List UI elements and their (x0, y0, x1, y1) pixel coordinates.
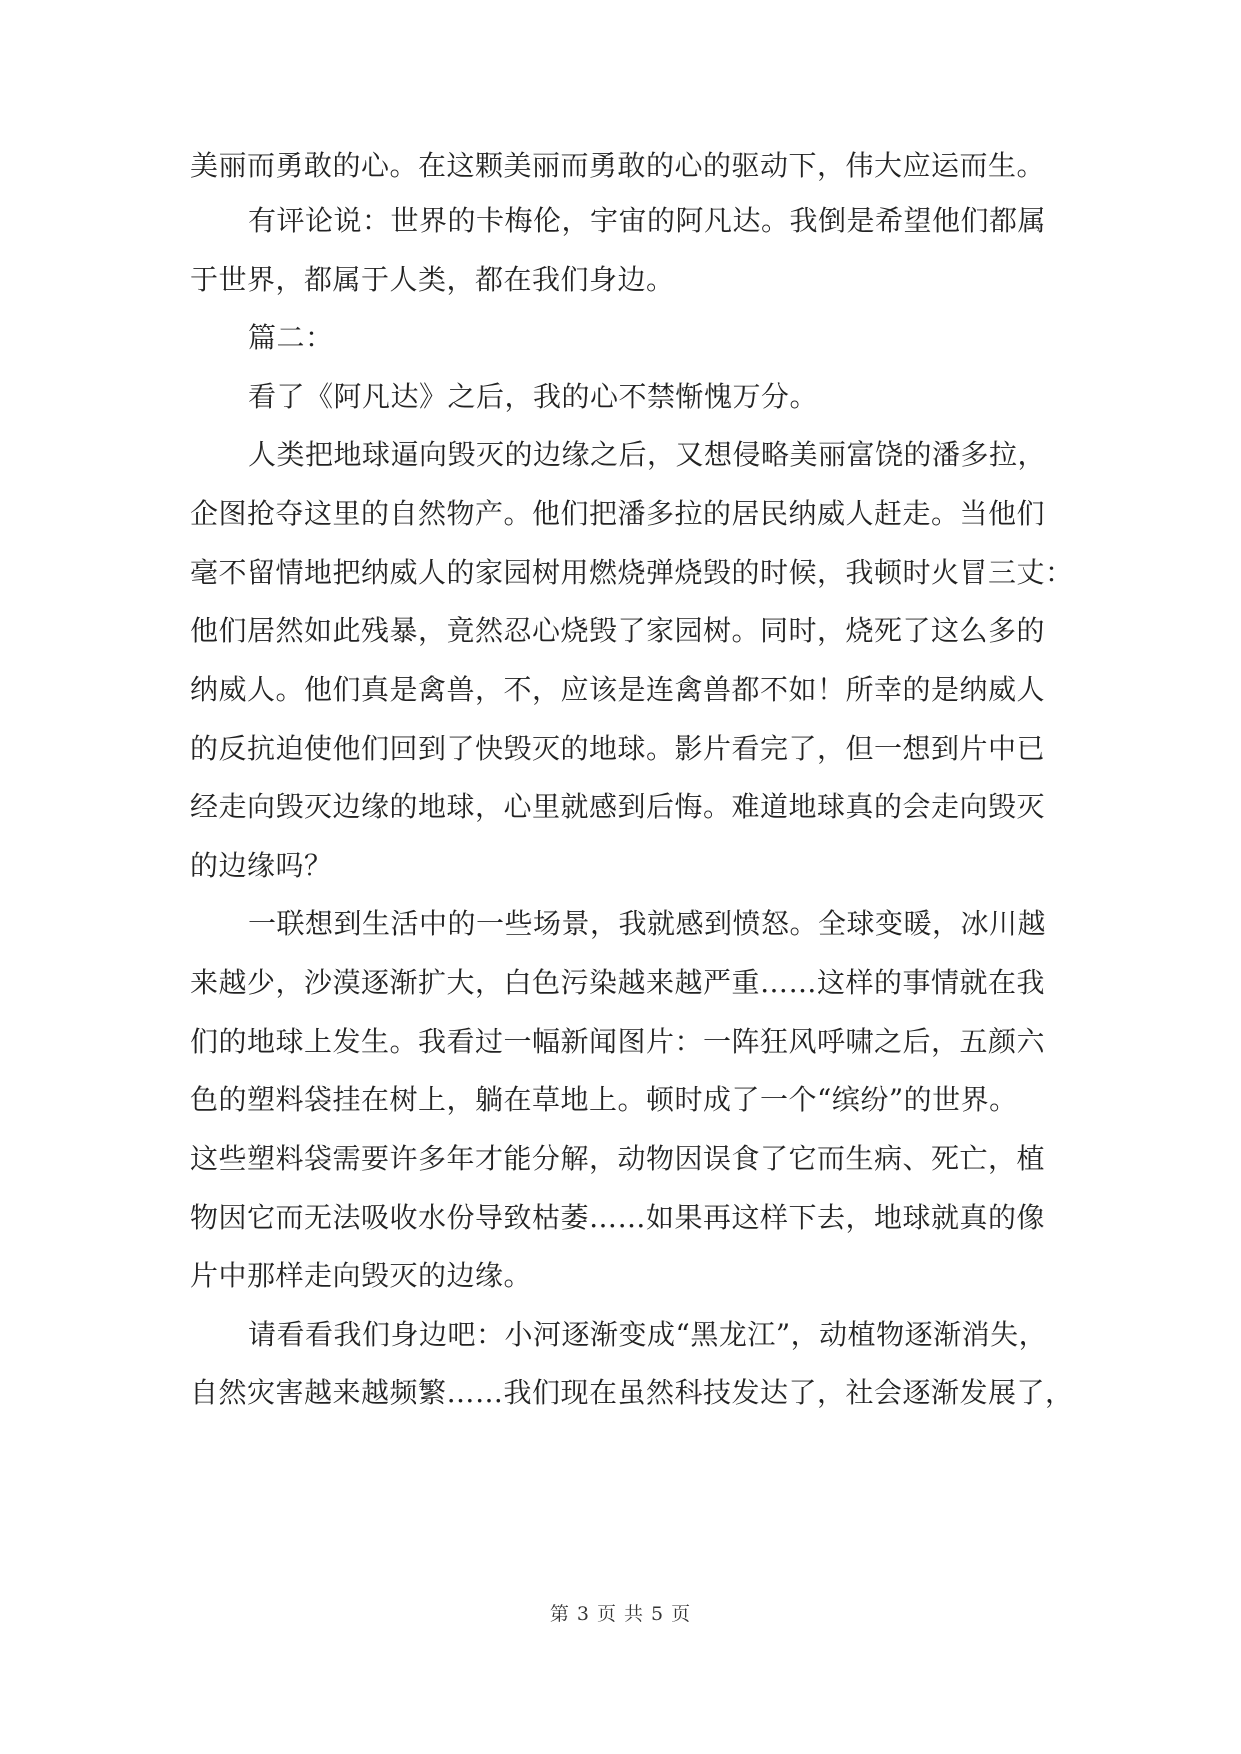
paragraph-first-line: 有评论说：世界的卡梅伦，宇宙的阿凡达。我倒是希望他们都属 (248, 204, 1047, 237)
text-line: 色的塑料袋挂在树上，躺在草地上。顿时成了一个“缤纷”的世界。 (190, 1083, 1018, 1116)
text-line: 来越少，沙漠逐渐扩大，白色污染越来越严重……这样的事情就在我 (190, 966, 1046, 999)
text-line: 企图抢夺这里的自然物产。他们把潘多拉的居民纳威人赶走。当他们 (190, 497, 1046, 530)
text-line: 毫不留情地把纳威人的家园树用燃烧弹烧毁的时候，我顿时火冒三丈： (190, 556, 1074, 589)
section-heading: 篇二： (248, 321, 334, 354)
text-line: 经走向毁灭边缘的地球，心里就感到后悔。难道地球真的会走向毁灭 (190, 790, 1046, 823)
text-line: 纳威人。他们真是禽兽，不，应该是连禽兽都不如！所幸的是纳威人 (190, 673, 1046, 706)
paragraph-first-line: 一联想到生活中的一些场景，我就感到愤怒。全球变暖，冰川越 (248, 907, 1047, 940)
text-line: 这些塑料袋需要许多年才能分解，动物因误食了它而生病、死亡，植 (190, 1142, 1046, 1175)
text-line: 于世界，都属于人类，都在我们身边。 (190, 263, 675, 296)
text-line: 们的地球上发生。我看过一幅新闻图片：一阵狂风呼啸之后，五颜六 (190, 1025, 1046, 1058)
text-line: 自然灾害越来越频繁……我们现在虽然科技发达了，社会逐渐发展了， (190, 1376, 1074, 1409)
paragraph-first-line: 看了《阿凡达》之后，我的心不禁惭愧万分。 (248, 380, 819, 413)
paragraph-first-line: 人类把地球逼向毁灭的边缘之后，又想侵略美丽富饶的潘多拉， (248, 438, 1047, 471)
text-line: 他们居然如此残暴，竟然忍心烧毁了家园树。同时，烧死了这么多的 (190, 614, 1046, 647)
text-line: 的反抗迫使他们回到了快毁灭的地球。影片看完了，但一想到片中已 (190, 732, 1046, 765)
paragraph-first-line: 请看看我们身边吧：小河逐渐变成“黑龙江”，动植物逐渐消失， (248, 1318, 1048, 1351)
page-number-footer: 第 3 页 共 5 页 (549, 1603, 692, 1625)
text-line: 物因它而无法吸收水份导致枯萎……如果再这样下去，地球就真的像 (190, 1201, 1046, 1234)
text-line: 美丽而勇敢的心。在这颗美丽而勇敢的心的驱动下，伟大应运而生。 (190, 149, 1046, 182)
text-line: 片中那样走向毁灭的边缘。 (190, 1259, 533, 1292)
text-line: 的边缘吗？ (190, 849, 333, 882)
